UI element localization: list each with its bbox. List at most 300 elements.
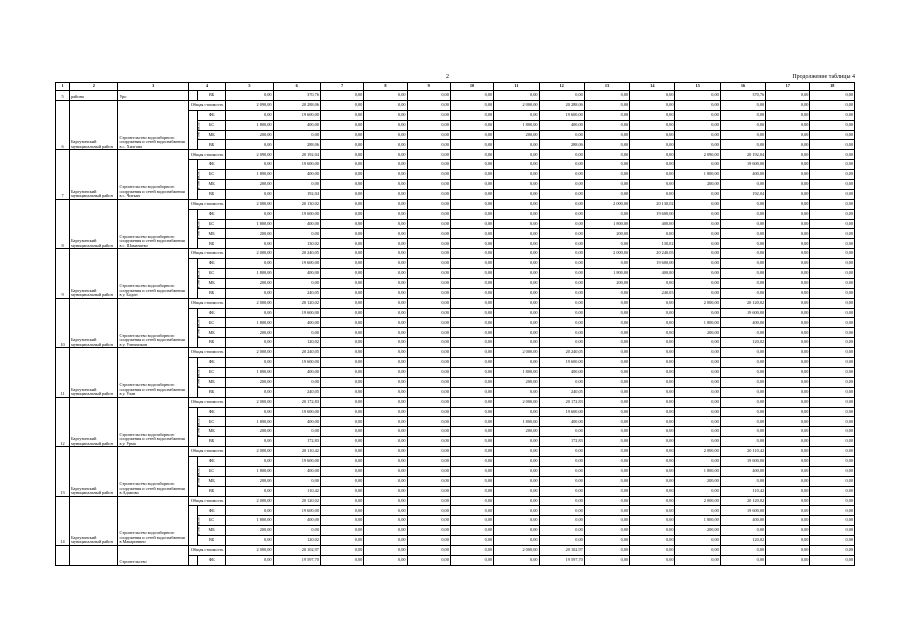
- value-cell: 0,00: [320, 308, 363, 318]
- value-cell: 0,00: [494, 150, 539, 160]
- value-cell: 0,00: [320, 476, 363, 486]
- header-cell: 12: [539, 83, 584, 91]
- value-cell: 0,00: [407, 367, 450, 377]
- value-cell: 240,05: [630, 288, 675, 298]
- source-cell: ФБ: [198, 160, 226, 170]
- value-cell: 0,00: [226, 506, 273, 516]
- value-cell: 0,00: [720, 180, 765, 190]
- value-cell: 0,00: [720, 259, 765, 269]
- value-cell: 0,00: [630, 545, 675, 555]
- value-cell: 0,00: [273, 328, 320, 338]
- value-cell: 192,04: [273, 189, 320, 199]
- value-cell: 0,00: [766, 259, 810, 269]
- value-cell: 0,00: [364, 387, 407, 397]
- value-cell: 0,00: [766, 328, 810, 338]
- value-cell: 0,00: [407, 476, 450, 486]
- value-cell: 0,00: [320, 269, 363, 279]
- value-cell: 110,42: [720, 486, 765, 496]
- value-cell: 0,00: [364, 209, 407, 219]
- value-cell: 0,00: [720, 328, 765, 338]
- value-cell: 0,00: [450, 219, 493, 229]
- header-cell: 3: [118, 83, 189, 91]
- value-cell: 0,00: [720, 367, 765, 377]
- value-cell: 0,00: [766, 229, 810, 239]
- value-cell: 0,00: [494, 496, 539, 506]
- value-cell: 0,00: [630, 397, 675, 407]
- value-cell: 0,00: [407, 536, 450, 546]
- district-cell: Баргузинский муниципальный район: [70, 298, 118, 347]
- value-cell: 0,00: [273, 476, 320, 486]
- value-cell: 0,00: [810, 367, 855, 377]
- value-cell: 0,00: [810, 278, 855, 288]
- value-cell: 0,00: [364, 555, 407, 565]
- value-cell: 0,00: [226, 456, 273, 466]
- value-cell: 0,00: [364, 229, 407, 239]
- value-cell: 0,00: [810, 516, 855, 526]
- sub-label: в том числе:: [196, 417, 201, 437]
- value-cell: 0,00: [450, 466, 493, 476]
- value-cell: 0,00: [810, 318, 855, 328]
- source-cell: МБ: [198, 526, 226, 536]
- source-cell: МБ: [198, 328, 226, 338]
- value-cell: 0,00: [584, 367, 629, 377]
- value-cell: 0,00: [539, 209, 584, 219]
- value-cell: 0,00: [494, 170, 539, 180]
- value-cell: 0,00: [584, 476, 629, 486]
- blank-cell: 7: [56, 150, 70, 199]
- source-cell: ФБ: [198, 456, 226, 466]
- value-cell: 1 800,00: [226, 516, 273, 526]
- value-cell: 0,00: [320, 278, 363, 288]
- value-cell: 2 000,00: [226, 199, 273, 209]
- value-cell: 0,00: [584, 100, 629, 110]
- value-cell: 0,00: [407, 160, 450, 170]
- value-cell: 0,00: [584, 180, 629, 190]
- value-cell: 0,00: [810, 496, 855, 506]
- value-cell: 0,00: [320, 199, 363, 209]
- value-cell: 0,00: [364, 456, 407, 466]
- value-cell: 0,00: [539, 456, 584, 466]
- value-cell: 0,00: [539, 466, 584, 476]
- value-cell: 0,00: [407, 456, 450, 466]
- value-cell: 0,00: [630, 437, 675, 447]
- value-cell: 0,00: [630, 298, 675, 308]
- value-cell: 0,00: [407, 189, 450, 199]
- value-cell: 0,00: [320, 160, 363, 170]
- sub-label-cell: [188, 555, 197, 565]
- district-cell: Баргузинский муниципальный район: [70, 150, 118, 199]
- value-cell: 0,00: [584, 160, 629, 170]
- value-cell: 200,00: [226, 180, 273, 190]
- value-cell: 0,00: [766, 209, 810, 219]
- value-cell: 0,00: [364, 298, 407, 308]
- value-cell: 0,00: [407, 506, 450, 516]
- value-cell: 0,00: [320, 239, 363, 249]
- value-cell: 0,00: [407, 150, 450, 160]
- value-cell: 0,00: [539, 476, 584, 486]
- value-cell: 2 000,00: [584, 199, 629, 209]
- value-cell: 0,00: [675, 456, 720, 466]
- value-cell: 0,00: [720, 100, 765, 110]
- header-cell: 13: [584, 83, 629, 91]
- value-cell: 0,00: [584, 130, 629, 140]
- value-cell: 0,00: [226, 555, 273, 565]
- value-cell: 2 000,00: [226, 496, 273, 506]
- value-cell: 200,00: [226, 278, 273, 288]
- value-cell: 0,00: [630, 170, 675, 180]
- source-cell: ВБ: [198, 338, 226, 348]
- value-cell: 0,00: [539, 496, 584, 506]
- value-cell: 0,00: [407, 486, 450, 496]
- value-cell: 0,00: [450, 447, 493, 457]
- value-cell: 0,00: [720, 358, 765, 368]
- value-cell: 0,00: [675, 91, 720, 101]
- value-cell: 0,00: [630, 417, 675, 427]
- value-cell: 400,00: [539, 367, 584, 377]
- value-cell: 0,00: [320, 466, 363, 476]
- value-cell: 0,00: [630, 130, 675, 140]
- sub-label: в том числе:: [196, 220, 201, 239]
- value-cell: 0,00: [630, 367, 675, 377]
- value-cell: 0,00: [810, 288, 855, 298]
- source-cell: БС: [198, 120, 226, 130]
- value-cell: 0,00: [766, 150, 810, 160]
- source-cell: ВБ: [198, 140, 226, 150]
- value-cell: 0,00: [720, 427, 765, 437]
- value-cell: 0,00: [364, 437, 407, 447]
- value-cell: 0,00: [364, 308, 407, 318]
- value-cell: 0,00: [450, 486, 493, 496]
- source-cell: ВБ: [198, 387, 226, 397]
- value-cell: 240,05: [273, 288, 320, 298]
- value-cell: 0,00: [320, 526, 363, 536]
- source-cell: ВБ: [198, 239, 226, 249]
- value-cell: 0,00: [720, 377, 765, 387]
- value-cell: 0,00: [584, 437, 629, 447]
- value-cell: 0,00: [407, 397, 450, 407]
- value-cell: 20 288,06: [273, 100, 320, 110]
- value-cell: 0,00: [539, 249, 584, 259]
- value-cell: 0,00: [450, 150, 493, 160]
- value-cell: 0,00: [364, 170, 407, 180]
- value-cell: 0,00: [810, 407, 855, 417]
- value-cell: 0,00: [766, 318, 810, 328]
- value-cell: 19 600,00: [720, 308, 765, 318]
- value-cell: 19 600,00: [539, 110, 584, 120]
- value-cell: 0,00: [450, 536, 493, 546]
- value-cell: 0,00: [494, 219, 539, 229]
- value-cell: 0,00: [584, 120, 629, 130]
- value-cell: 20 120,02: [720, 496, 765, 506]
- object-cell: Строительство водозаборного сооружения и сетей водоснабжения в с. Читкан: [118, 150, 189, 199]
- value-cell: 0,00: [450, 239, 493, 249]
- value-cell: 0,00: [364, 189, 407, 199]
- value-cell: 0,00: [494, 199, 539, 209]
- value-cell: 20 102,97: [273, 545, 320, 555]
- value-cell: 0,00: [584, 486, 629, 496]
- source-cell: ФБ: [198, 308, 226, 318]
- value-cell: 130,02: [273, 239, 320, 249]
- value-cell: 0,00: [766, 397, 810, 407]
- value-cell: 0,00: [584, 506, 629, 516]
- blank-cell: 11: [56, 348, 70, 397]
- header-cell: 4: [188, 83, 225, 91]
- value-cell: 0,00: [810, 100, 855, 110]
- value-cell: 0,00: [494, 160, 539, 170]
- value-cell: 0,00: [226, 91, 273, 101]
- source-cell: БС: [198, 466, 226, 476]
- value-cell: 0,00: [584, 209, 629, 219]
- total-row: [56, 199, 855, 209]
- value-cell: 0,00: [720, 219, 765, 229]
- value-cell: 0,00: [494, 536, 539, 546]
- value-cell: 0,00: [675, 367, 720, 377]
- value-cell: 0,00: [766, 110, 810, 120]
- row-number: 5: [56, 91, 70, 101]
- value-cell: 0,00: [320, 110, 363, 120]
- value-cell: 0,00: [320, 496, 363, 506]
- value-cell: 19 600,00: [720, 506, 765, 516]
- value-cell: 0,00: [584, 466, 629, 476]
- total-row: [56, 100, 855, 110]
- value-cell: 0,00: [364, 180, 407, 190]
- value-cell: 0,00: [810, 536, 855, 546]
- value-cell: 0,00: [766, 219, 810, 229]
- value-cell: 0,00: [630, 555, 675, 565]
- value-cell: 0,00: [450, 407, 493, 417]
- district-cell: Баргузинский муниципальный район: [70, 100, 118, 149]
- value-cell: 0,00: [584, 536, 629, 546]
- value-cell: 0,00: [810, 229, 855, 239]
- value-cell: 0,00: [226, 338, 273, 348]
- value-cell: 0,00: [407, 100, 450, 110]
- value-cell: 0,00: [407, 170, 450, 180]
- value-cell: 20 120,02: [273, 496, 320, 506]
- value-cell: 0,00: [226, 259, 273, 269]
- value-cell: 0,00: [494, 447, 539, 457]
- value-cell: 2 090,00: [226, 100, 273, 110]
- value-cell: 200,00: [226, 328, 273, 338]
- value-cell: 0,00: [675, 259, 720, 269]
- total-label: Общая стоимость: [188, 298, 225, 308]
- value-cell: 0,00: [720, 288, 765, 298]
- value-cell: 0,00: [810, 130, 855, 140]
- value-cell: 20 120,02: [720, 298, 765, 308]
- object-cell: Строительство водозаборного сооружения и сетей водоснабжения в с. Хилгана: [118, 100, 189, 149]
- value-cell: 0,00: [364, 328, 407, 338]
- value-cell: 0,00: [364, 288, 407, 298]
- value-cell: 20 192,04: [273, 150, 320, 160]
- source-cell: ФБ: [198, 506, 226, 516]
- value-cell: 19 600,00: [273, 456, 320, 466]
- value-cell: 0,00: [364, 397, 407, 407]
- value-cell: 0,00: [675, 130, 720, 140]
- value-cell: 0,00: [766, 239, 810, 249]
- value-cell: 0,00: [364, 278, 407, 288]
- sub-label-cell: [188, 407, 201, 447]
- value-cell: 200,00: [226, 229, 273, 239]
- value-cell: 1 800,00: [675, 318, 720, 328]
- value-cell: 0,00: [407, 278, 450, 288]
- value-cell: 2 090,00: [226, 150, 273, 160]
- value-cell: 0,00: [584, 338, 629, 348]
- value-cell: 0,00: [273, 526, 320, 536]
- value-cell: 19 600,00: [273, 506, 320, 516]
- value-cell: 0,00: [630, 278, 675, 288]
- header-cell: 14: [630, 83, 675, 91]
- value-cell: 0,00: [630, 476, 675, 486]
- value-cell: 0,00: [494, 486, 539, 496]
- value-cell: 0,00: [539, 298, 584, 308]
- value-cell: 0,00: [675, 278, 720, 288]
- value-cell: 0,00: [450, 555, 493, 565]
- value-cell: 0,00: [320, 427, 363, 437]
- value-cell: 0,00: [720, 199, 765, 209]
- value-cell: 0,00: [584, 456, 629, 466]
- value-cell: 0,00: [364, 358, 407, 368]
- value-cell: 19 600,00: [539, 407, 584, 417]
- value-cell: 0,00: [810, 180, 855, 190]
- value-cell: 0,00: [450, 397, 493, 407]
- value-cell: 0,00: [766, 437, 810, 447]
- value-cell: 0,00: [766, 447, 810, 457]
- value-cell: 0,00: [810, 466, 855, 476]
- object-cell: Строительство водозаборного сооружения и сетей водоснабжения в у. Улан: [118, 348, 189, 397]
- value-cell: 0,00: [494, 516, 539, 526]
- value-cell: 0,00: [675, 199, 720, 209]
- header-cell: 9: [407, 83, 450, 91]
- value-cell: 200,00: [226, 377, 273, 387]
- value-cell: 0,00: [630, 120, 675, 130]
- value-cell: 0,00: [407, 318, 450, 328]
- value-cell: 0,00: [584, 358, 629, 368]
- source-cell: МБ: [198, 278, 226, 288]
- header-cell: 18: [810, 83, 855, 91]
- sub-label: в том числе:: [196, 467, 201, 487]
- value-cell: 400,00: [539, 120, 584, 130]
- value-cell: 0,00: [810, 239, 855, 249]
- value-cell: 0,00: [273, 180, 320, 190]
- value-cell: 0,00: [584, 150, 629, 160]
- value-cell: 0,00: [675, 377, 720, 387]
- value-cell: 0,00: [810, 259, 855, 269]
- value-cell: 0,00: [810, 427, 855, 437]
- value-cell: 0,00: [766, 526, 810, 536]
- value-cell: 19 600,00: [630, 259, 675, 269]
- value-cell: 0,00: [630, 189, 675, 199]
- value-cell: 0,00: [584, 170, 629, 180]
- value-cell: 0,00: [450, 259, 493, 269]
- total-row: [56, 545, 855, 555]
- value-cell: 0,00: [675, 387, 720, 397]
- value-cell: 0,00: [630, 91, 675, 101]
- value-cell: 0,00: [539, 338, 584, 348]
- object-cell: Строительство водозаборного сооружения и сетей водоснабжения в у. Урма: [118, 397, 189, 446]
- value-cell: 0,00: [494, 298, 539, 308]
- blank-cell: 8: [56, 199, 70, 248]
- value-cell: 0,00: [407, 358, 450, 368]
- value-cell: 0,00: [450, 417, 493, 427]
- value-cell: 0,00: [539, 239, 584, 249]
- source-cell: БС: [198, 318, 226, 328]
- value-cell: 0,00: [584, 555, 629, 565]
- value-cell: 172,83: [539, 437, 584, 447]
- district-cell: Баргузинский муниципальный район: [70, 249, 118, 298]
- value-cell: 1 800,00: [584, 219, 629, 229]
- value-cell: 0,00: [810, 526, 855, 536]
- value-cell: 20 130,02: [630, 199, 675, 209]
- value-cell: 0,00: [720, 417, 765, 427]
- value-cell: 1 800,00: [584, 269, 629, 279]
- source-cell: ВБ: [198, 536, 226, 546]
- object-cell: Строительство водозаборного сооружения и сетей водоснабжения в с. Шаманаево: [118, 199, 189, 248]
- value-cell: 0,00: [766, 545, 810, 555]
- value-cell: 0,00: [494, 189, 539, 199]
- value-cell: 0,00: [584, 189, 629, 199]
- value-cell: 0,00: [584, 348, 629, 358]
- value-cell: 19 597,70: [539, 555, 584, 565]
- value-cell: 0,00: [450, 318, 493, 328]
- value-cell: 2 000,00: [226, 447, 273, 457]
- value-cell: 0,00: [273, 130, 320, 140]
- value-cell: 0,00: [450, 427, 493, 437]
- value-cell: 0,00: [320, 447, 363, 457]
- value-cell: 0,00: [630, 348, 675, 358]
- value-cell: 0,00: [766, 91, 810, 101]
- value-cell: 0,00: [810, 91, 855, 101]
- value-cell: 0,00: [584, 427, 629, 437]
- value-cell: 0,00: [494, 506, 539, 516]
- object-cell: Строительство водозаборного сооружения и сетей водоснабжения в у. Улюкчикан: [118, 298, 189, 347]
- value-cell: 0,00: [584, 288, 629, 298]
- value-cell: 0,00: [494, 466, 539, 476]
- value-cell: 0,00: [450, 91, 493, 101]
- source-cell: МБ: [198, 180, 226, 190]
- value-cell: 120,02: [273, 338, 320, 348]
- district-cell: Баргузинский муниципальный район: [70, 199, 118, 248]
- value-cell: 0,00: [810, 476, 855, 486]
- value-cell: 0,00: [364, 506, 407, 516]
- source-cell: ВБ: [198, 486, 226, 496]
- value-cell: 0,00: [273, 427, 320, 437]
- value-cell: 19 600,00: [273, 259, 320, 269]
- value-cell: 0,00: [539, 526, 584, 536]
- sub-label-cell: [188, 91, 197, 101]
- value-cell: 0,00: [450, 269, 493, 279]
- value-cell: 1 800,00: [494, 367, 539, 377]
- district-cell: района: [70, 91, 118, 101]
- value-cell: 0,00: [320, 516, 363, 526]
- value-cell: 1 800,00: [494, 417, 539, 427]
- value-cell: 0,00: [720, 545, 765, 555]
- value-cell: 0,00: [364, 199, 407, 209]
- value-cell: 172,83: [273, 437, 320, 447]
- value-cell: 0,00: [364, 318, 407, 328]
- value-cell: 0,00: [364, 219, 407, 229]
- value-cell: 0,00: [407, 199, 450, 209]
- value-cell: 0,00: [766, 377, 810, 387]
- value-cell: 0,00: [364, 249, 407, 259]
- total-row: [56, 348, 855, 358]
- value-cell: 0,00: [407, 496, 450, 506]
- value-cell: 370,76: [273, 91, 320, 101]
- value-cell: 0,00: [450, 367, 493, 377]
- value-cell: 0,00: [720, 209, 765, 219]
- source-cell: МБ: [198, 377, 226, 387]
- value-cell: 0,00: [675, 140, 720, 150]
- value-cell: 0,00: [407, 209, 450, 219]
- value-cell: 0,00: [675, 209, 720, 219]
